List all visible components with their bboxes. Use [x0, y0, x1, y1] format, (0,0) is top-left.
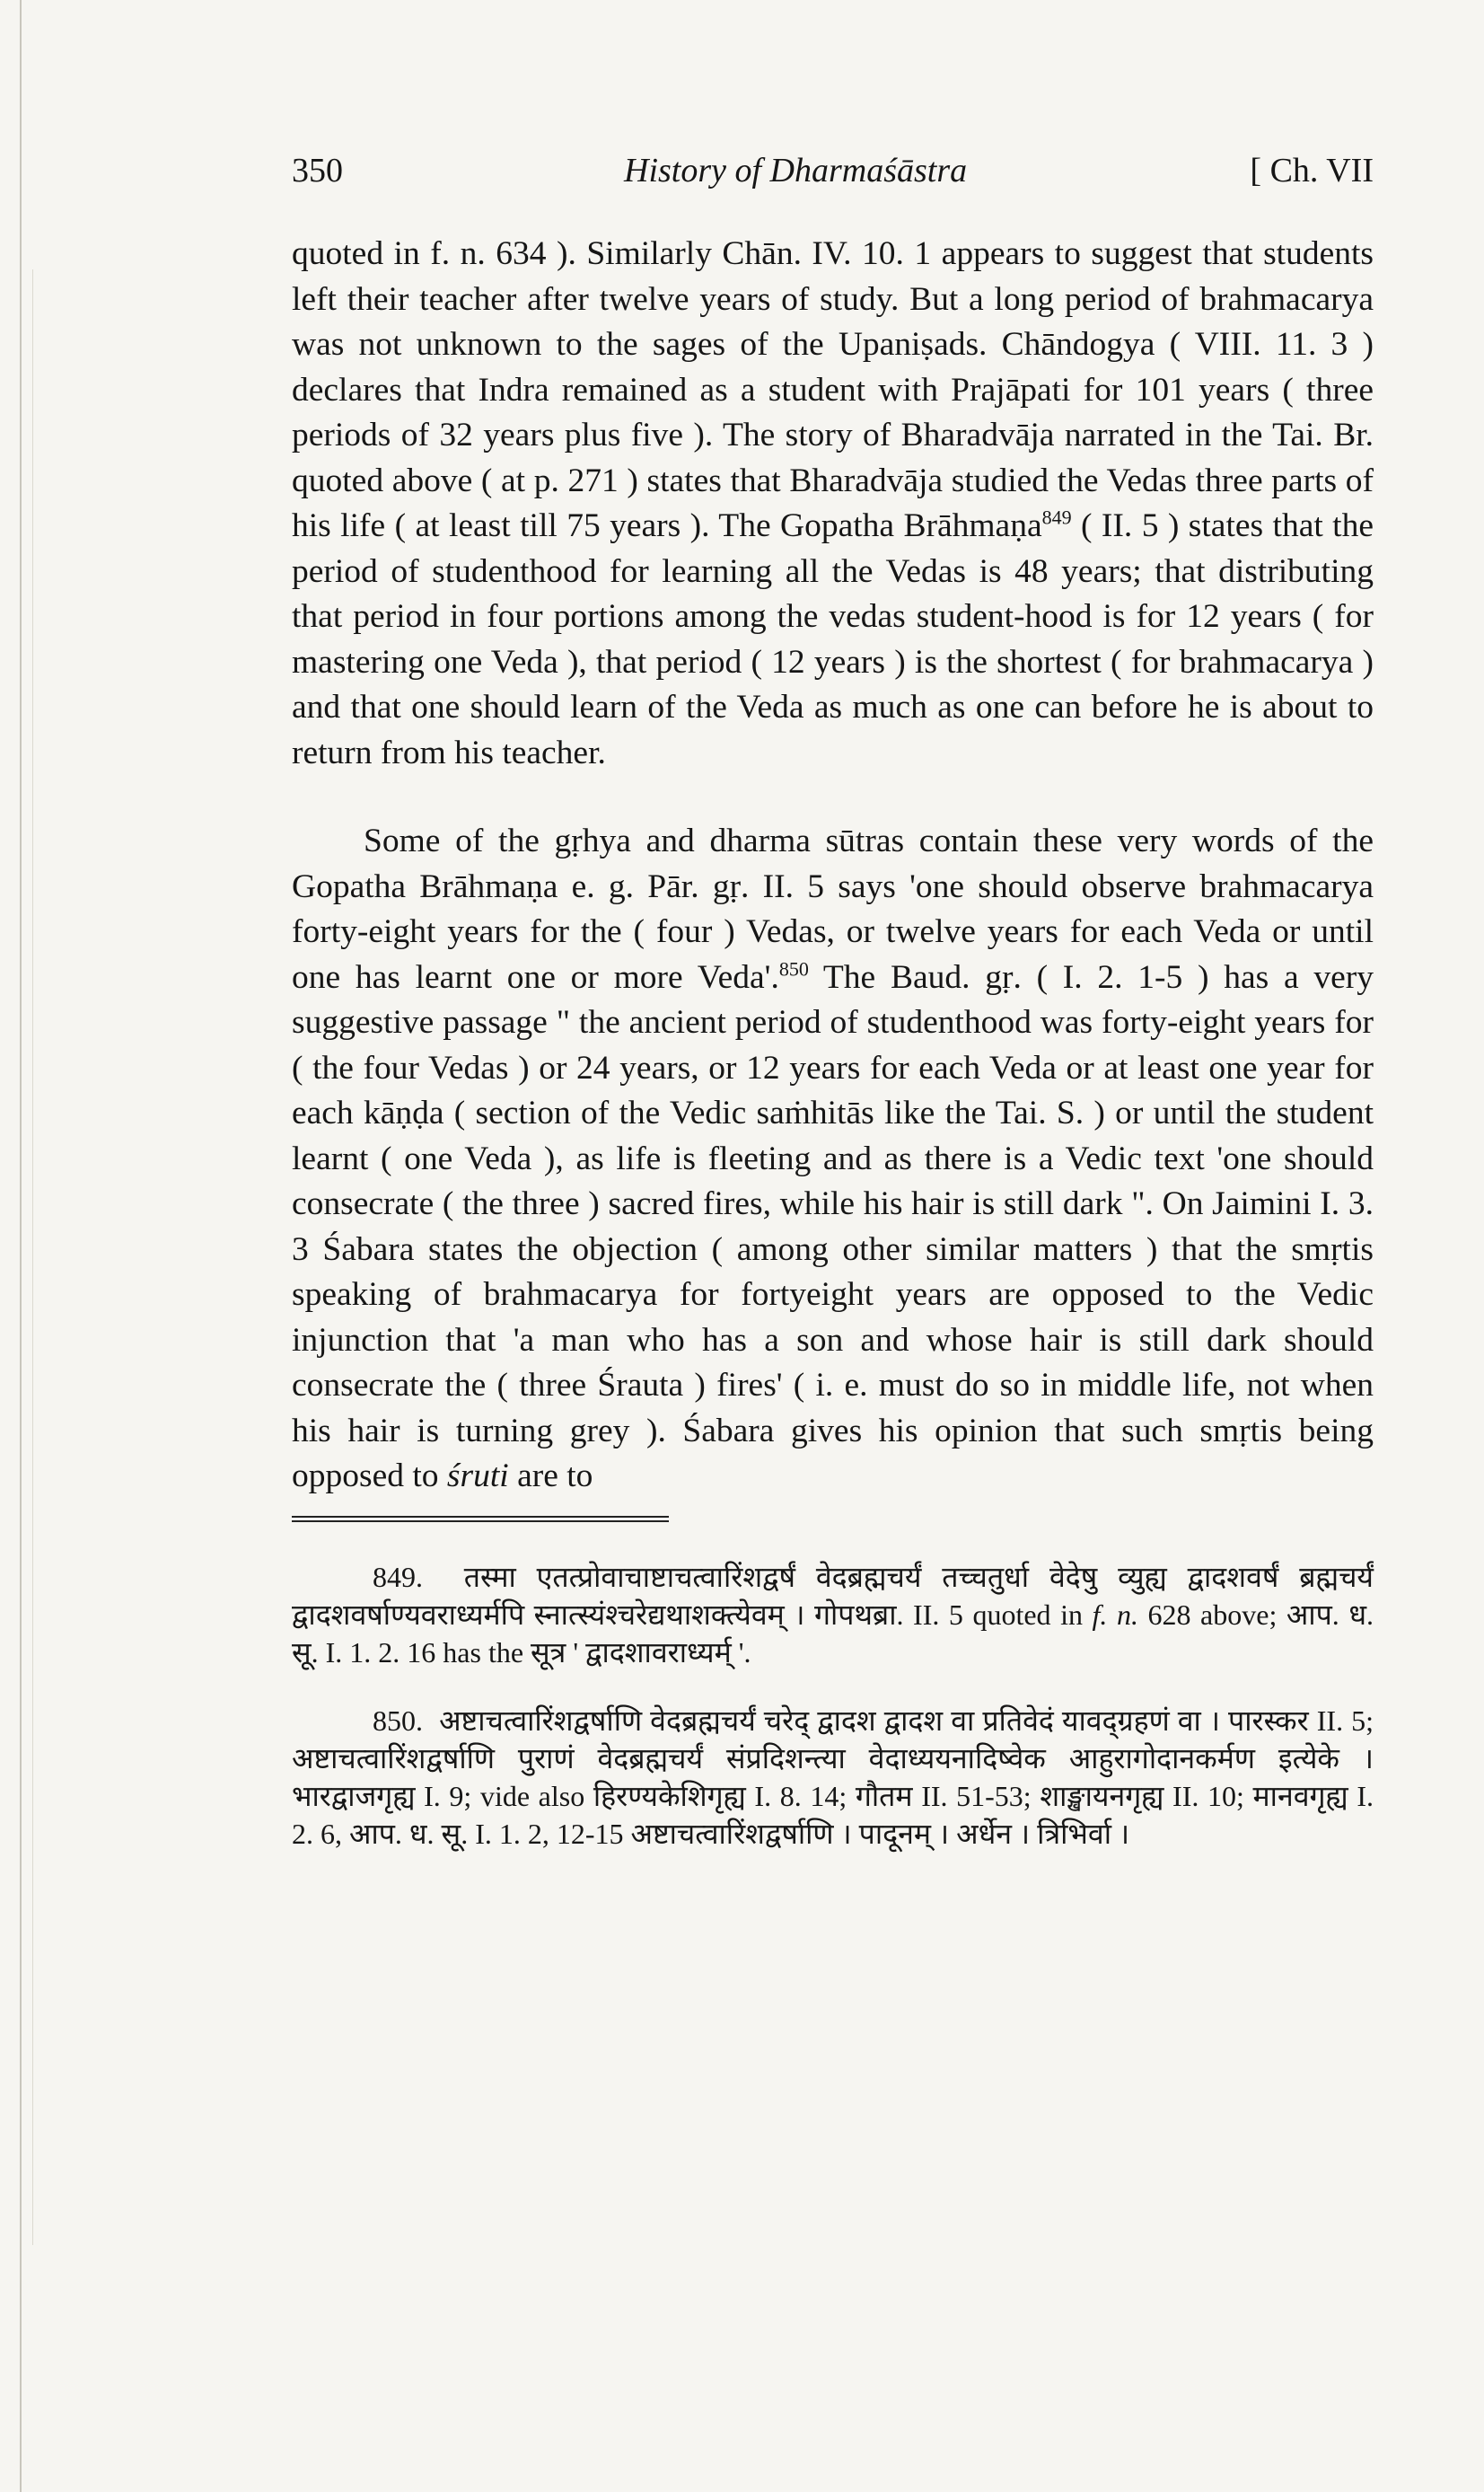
paragraph-1-text-cont: ( II. 5 ) states that the period of studenthood for learning all the Vedas is 48 years; that distributing that period in four portions among the vedas student-hood is for 12 years ( for mastering one Veda ), that period ( 12 years ) is the shortest ( for brahmacarya ) and that one should learn of the Veda as much as one can before he is about to return from his teacher.: [292, 507, 1374, 771]
paragraph-1-text: quoted in f. n. 634 ). Similarly Chān. IV. 10. 1 appears to suggest that students left their teacher after twelve years of study. But a long period of brahmacarya was not unknown to the sages of the Upaniṣads. Chāndogya ( VIII. 11. 3 ) declares that Indra remained as a student with Prajāpati for 101 years ( three periods of 32 years plus five ). The story of Bharadvāja narrated in the Tai. Br. quoted above ( at p. 271 ) states that Bharadvāja studied the Vedas three parts of his life ( at least till 75 years ). The Gopatha Brāhmaṇa: [292, 235, 1374, 544]
footnote-number: 849.: [373, 1560, 423, 1593]
footnote-number: 850.: [373, 1704, 423, 1737]
scan-edge-shadow: [32, 269, 33, 2245]
paragraph-2: [292, 819, 1374, 1500]
running-head: [292, 135, 1374, 198]
paragraph-1: [292, 232, 1374, 776]
footnote-ref-849[interactable]: 849: [1041, 506, 1072, 529]
book-title: History of Dharmaśāstra: [624, 152, 968, 189]
footnote-849: [292, 1558, 1374, 1671]
paragraph-2-italic: śruti: [446, 1457, 509, 1494]
paragraph-2-text-cont: The Baud. gṛ. ( I. 2. 1-5 ) has a very suggestive passage " the ancient period of studenthood was forty-eight years for ( the four Vedas ) or 24 years, or 12 years for each Veda or at least one year for each kāṇḍa ( section of the Vedic saṁhitās like the Tai. S. ) or until the student learnt ( one Veda ), as life is fleeting and as there is a Vedic text 'one should consecrate ( the three ) sacred fires, while his hair is still dark ". On Jaimini I. 3. 3 Śabara states the objection ( among other similar matters ) that the smṛtis speaking of brahmacarya for fortyeight years are opposed to the Vedic injunction that 'a man who has a son and whose hair is still dark should consecrate the ( three Śrauta ) fires' ( i. e. must do so in middle life, not when his hair is turning grey ). Śabara gives his opinion that such smṛtis being opposed to: [292, 958, 1374, 1494]
paragraph-2-text: Some of the gṛhya and dharma sūtras contain these very words of the Gopatha Brāhmaṇa e. g. Pār. gṛ. II. 5 says 'one should observe brahmacarya forty-eight years for the ( four ) Vedas, or twelve years for each Veda or until one has learnt one or more Veda'.: [292, 823, 1374, 996]
footnote-separator: [292, 1516, 669, 1522]
footnote-text: तस्मा एतत्प्रोवाचाष्टाचत्वारिंशद्वर्षं वेदब्रह्मचर्यं तच्चतुर्धा वेदेषु व्युह्य द्वादशवर्षं ब्रह्मचर्यं द्वादशवर्षाण्यवराध्यर्मपि स्नात्स्यंश्चरेद्यथाशक्त्येवम् । गोपथब्रा. II. 5 quoted in: [292, 1560, 1374, 1631]
footnote-850: [292, 1702, 1374, 1853]
book-page: [292, 135, 1374, 1853]
scan-edge: [20, 0, 22, 2492]
paragraph-2-text-end: are to: [508, 1457, 593, 1494]
footnote-text-cont: 628 above; आप. ध. सू. I. 1. 2. 16 has the सूत्र ' द्वादशावराध्यर्म् '.: [292, 1598, 1374, 1669]
chapter-label: [ Ch. VII: [1250, 152, 1374, 189]
footnote-text: अष्टाचत्वारिंशद्वर्षाणि वेदब्रह्मचर्यं चरेद् द्वादश द्वादश वा प्रतिवेदं यावद्ग्रहणं वा । पारस्कर II. 5; अष्टाचत्वारिंशद्वर्षाणि पुराणं वेदब्रह्मचर्यं संप्रदिशन्त्या वेदाध्ययनादिष्वेक आहुरागोदानकर्मण इत्येके । भारद्वाजगृह्य I. 9; vide also हिरण्यकेशिगृह्य I. 8. 14; गौतम II. 51-53; शाङ्खायनगृह्य II. 10; मानवगृह्य I. 2. 6, आप. ध. सू. I. 1. 2, 12-15 अष्टाचत्वारिंशद्वर्षाणि । पादूनम् । अर्धेन । त्रिभिर्वा ।: [292, 1704, 1374, 1850]
footnote-ref-850[interactable]: 850: [778, 957, 809, 980]
footnote-italic: f. n.: [1092, 1598, 1138, 1631]
page-number: 350: [292, 152, 343, 189]
